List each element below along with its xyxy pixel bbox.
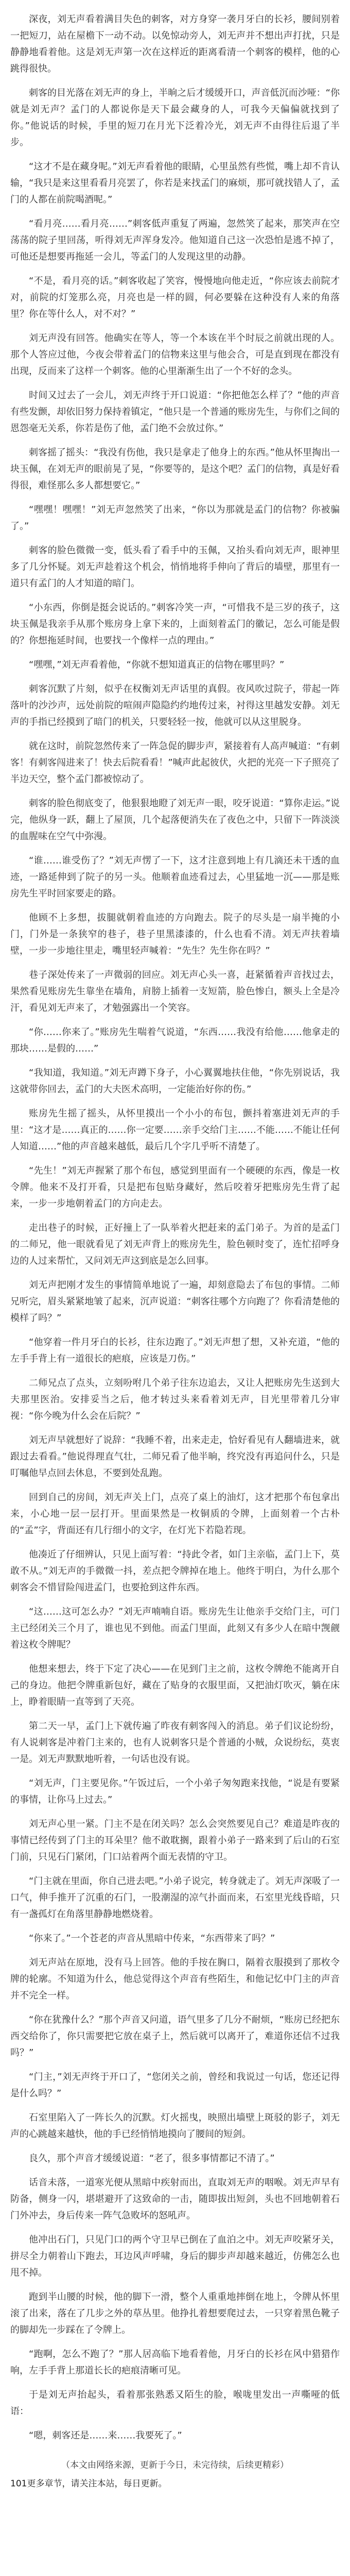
paragraph: 刘无声没有回答。他确实在等人，等一个本该在半个时辰之前就出现的人。那个人答应过他，今夜会带着孟门的信物来这里与他会合，可是直到现在都没有出现，反而来了这样一个刺客。他的心里渐渐生出了一个不好的念头。 [10, 333, 340, 377]
paragraph: 刘无声早就想好了说辞：“我睡不着，出来走走，恰好看见有人翻墙进来，就跟过去看看。”他说得理直气壮，二师兄看了他半晌，终究没有再追问什么，只是叮嘱他早点回去休息，不要到处乱跑。 [10, 1435, 340, 1479]
paragraph: “跑啊，怎么不跑了？”那人居高临下地看着他，月牙白的长衫在风中猎猎作响，左手手背上那道长长的疤痕清晰可见。 [10, 2349, 340, 2376]
paragraph: “你在犹豫什么？”那个声音又问道，语气里多了几分不耐烦，“账房已经把东西交给你了，你只需要把它放在桌子上，然后就可以离开了，难道你还信不过我吗？” [10, 2014, 340, 2058]
paragraph: 深夜，刘无声看着满目失色的刺客，对方身穿一袭月牙白的长衫，腰间别着一把短刀，站在屋檐下一动不动。以免惊动旁人，刘无声并不想出声打扰，只是静静地看着他。这是刘无声第一次在这样近的距离看清一个刺客的模样，他的心跳得很快。 [10, 14, 340, 74]
paragraph: “先生！”刘无声握紧了那个布包，感觉到里面有一个硬硬的东西，像是一枚令牌。他来不及打开看，只是把布包贴身藏好，然后咬着牙把账房先生背了起来，一步一步地朝着孟门的方向走去。 [10, 1165, 340, 1209]
paragraph: 刺客的脸色微微一变，低头看了看手中的玉佩，又抬头看向刘无声，眼神里多了几分怀疑。刘无声趁着这个机会，悄悄地将手伸向了背后的墙壁，那里有一道只有孟门的人才知道的暗门。 [10, 545, 340, 589]
paragraph: 二师兄点了点头，立刻吩咐几个弟子往东边追去，又让人把账房先生送到大夫那里医治。安排妥当之后，他才转过头来看着刘无声，目光里带着几分审视：“你今晚为什么会在后院？” [10, 1378, 340, 1421]
paragraph: “我知道，我知道。”刘无声蹲下身子，小心翼翼地扶住他，“你先别说话，我这就带你回去，孟门的大夫医术高明，一定能治好你的伤。” [10, 1067, 340, 1095]
paragraph: “这才不是在藏身呢。”刘无声看着他的眼睛，心里虽然有些慌，嘴上却不肯认输，“我只是来这里看看月亮罢了，你若是来找孟门的麻烦，那可就找错人了，孟门的人都在前院喝酒呢。” [10, 161, 340, 205]
paragraph: 于是刘无声抬起头，看着那张熟悉又陌生的脸，喉咙里发出一声嘶哑的低语： [10, 2389, 340, 2417]
paragraph: 他顾不上多想，拔腿就朝着血迹的方向跑去。院子的尽头是一扇半掩的小门，门外是一条狭窄的巷子，巷子里黑漆漆的，什么也看不清。刘无声扶着墙壁，一步一步地往里走，嘴里轻声喊着：“先生？先生你在吗？” [10, 912, 340, 956]
paragraph: 就在这时，前院忽然传来了一阵急促的脚步声，紧接着有人高声喊道：“有刺客！有刺客闯进来了！快去后院看看！”喊声此起彼伏，火把的光亮一下子照亮了半边天空，整个孟门都被惊动了。 [10, 741, 340, 785]
paragraph: 刘无声站在原地，没有马上回答。他的手按在胸口，隔着衣服摸到了那枚令牌的轮廓。不知道为什么，他总觉得这个声音有些陌生，和他记忆中门主的声音并不完全一样。 [10, 1957, 340, 2001]
paragraph: 刺客摇了摇头：“我没有伤他，我只是拿走了他身上的东西。”他从怀里掏出一块玉佩，在刘无声的眼前晃了晃，“你要等的，是这个吧？孟门的信物，真是好看得很，难怪那么多人都想要它。” [10, 447, 340, 491]
paragraph: “你……你来了。”账房先生喘着气说道，“东西……我没有给他……他拿走的那块……是假的……” [10, 1027, 340, 1054]
paragraph: 刺客的目光落在刘无声的身上，半晌之后才缓缓开口，声音低沉而沙哑：“你就是刘无声？孟门的人都说你是天下最会藏身的人，可我今天偏偏就找到了你。”他说话的时候，手里的短刀在月光下泛着冷光，刘无声不由得往后退了半步。 [10, 88, 340, 148]
paragraph: 良久，那个声音才缓缓说道：“老了，很多事情都记不清了。” [29, 2153, 275, 2164]
paragraph: “这……这可怎么办？”刘无声喃喃自语。账房先生让他亲手交给门主，可门主已经闭关三个月了，谁也见不到他。而孟门里面，此刻又有多少人在暗中觊觎着这枚令牌呢？ [10, 1606, 340, 1650]
paragraph: 刘无声心里一紧。门主不是在闭关吗？怎么会突然要见自己？难道是昨夜的事情已经传到了门主的耳朵里？他不敢耽搁，跟着小弟子一路来到了后山的石室门前，只见石门紧闭，门口站着两个面无表情的守卫。 [10, 1819, 340, 1862]
paragraph: 巷子深处传来了一声微弱的回应。刘无声心头一喜，赶紧循着声音找过去，果然看见账房先生靠坐在墙角，肩膀上插着一支短箭，脸色惨白，额头上全是冷汗，看见刘无声来了，才勉强露出一个笑容。 [10, 970, 340, 1013]
paragraph: “不是，看月亮的话。”刺客收起了笑容，慢慢地向他走近，“你应该去前院才对，前院的灯笼那么亮，月亮也是一样的圆，何必要躲在这种没有人来的角落里？你在等什么人，对不对？” [10, 276, 340, 319]
paragraph: “嘿嘿，”刘无声看着他，“你就不想知道真正的信物在哪里吗？” [29, 659, 285, 670]
paragraph: 刺客的脸色彻底变了，他狠狠地瞪了刘无声一眼，咬牙说道：“算你走运。”说完，他纵身一跃，翻上了屋顶，几个起落便消失在了夜色之中，只留下一阵淡淡的血腥味在空气中弥漫。 [10, 798, 340, 842]
paragraph: 他凑近了仔细辨认，只见上面写着：“持此令者，如门主亲临，孟门上下，莫敢不从。”刘无声的手微微一抖，差点把令牌掉在地上。他终于明白，为什么那个刺客会不惜冒险闯进孟门，也要抢到这件东西。 [10, 1549, 340, 1593]
paragraph: 话音未落，一道寒光便从黑暗中疾射而出，直取刘无声的咽喉。刘无声早有防备，侧身一闪，堪堪避开了这致命的一击，随即拔出短剑，头也不回地朝着石门外冲去，身后传来一阵气急败坏的怒吼声。 [10, 2177, 340, 2221]
paragraph: 刺客沉默了片刻，似乎在权衡刘无声话里的真假。夜风吹过院子，带起一阵落叶的沙沙声，远处前院的喧闹声隐隐约约地传过来，衬得这里越发安静。刘无声的手指已经摸到了暗门的机关，只要轻轻一按，他就可以从这里脱身。 [10, 684, 340, 727]
paragraph: 跑到半山腰的时候，他的脚下一滑，整个人重重地摔倒在地上，令牌从怀里滚了出来，落在了几步之外的草丛里。他挣扎着想要爬过去，一只穿着黑色靴子的脚却先一步踩在了令牌上。 [10, 2292, 340, 2335]
chapter-footer [10, 2458, 340, 2492]
paragraph: 刘无声把刚才发生的事情简单地说了一遍，却刻意隐去了布包的事情。二师兄听完，眉头紧紧地皱了起来，沉声说道：“刺客往哪个方向跑了？你看清楚他的模样了吗？” [10, 1280, 340, 1324]
paragraph: “嘿嘿！嘿嘿！”刘无声忽然笑了出来，“你以为那就是孟门的信物？你被骗了。” [10, 504, 340, 532]
paragraph: “谁……谁受伤了？”刘无声愣了一下，这才注意到地上有几滴还未干透的血迹，一路延伸到了院子的另一头。他顺着血迹看过去，心里猛地一沉——那是账房先生平时回家要走的路。 [10, 855, 340, 899]
paragraph: “你来了。”一个苍老的声音从黑暗中传来，“东西带来了吗？” [29, 1933, 275, 1944]
paragraph: 第二天一早，孟门上下就传遍了昨夜有刺客闯入的消息。弟子们议论纷纷，有人说刺客是冲着门主来的，也有人说刺客只是个普通的小贼，众说纷纭，莫衷一是。刘无声默默地听着，一句话也没有说。 [10, 1721, 340, 1765]
paragraph: “他穿着一件月牙白的长衫，往东边跑了。”刘无声想了想，又补充道，“他的左手手背上有一道很长的疤痕，应该是刀伤。” [10, 1337, 340, 1364]
paragraph: “嗯，刺客还是……来……我要死了。” [29, 2430, 182, 2441]
paragraph: 时间又过去了一会儿，刘无声终于开口说道：“你把他怎么样了？”他的声音有些发颤，却依旧努力保持着镇定，“他只是一个普通的账房先生，与你们之间的恩怨毫无关系，你若是伤了他，孟门绝不会放过你。” [10, 390, 340, 434]
paragraph: 账房先生摇了摇头，从怀里摸出一个小小的布包，颤抖着塞进刘无声的手里：“这才是……真正的……你一定要……亲手交给门主……不能……不能让任何人知道……”他的声音越来越低，最后几个字几乎听不清楚了。 [10, 1108, 340, 1152]
paragraph: “看月亮……看月亮……”刺客低声重复了两遍，忽然笑了起来，那笑声在空荡荡的院子里回荡，听得刘无声浑身发冷。他知道自己这一次恐怕是逃不掉了，可他还是想要再拖延一会儿，等孟门的人发现这里的动静。 [10, 218, 340, 262]
paragraph: “门主，”刘无声终于开口了，“您闭关之前，曾经和我说过一句话，您还记得是什么吗？” [10, 2072, 340, 2099]
paragraph: 他冲出石门，只见门口的两个守卫早已倒在了血泊之中。刘无声咬紧牙关，拼尽全力朝着山下跑去，耳边风声呼啸，身后的脚步声却越来越近，仿佛怎么也甩不掉。 [10, 2234, 340, 2278]
source-note: （本文由网络来源，更新于今日，未完待续，后续更精彩） [61, 2460, 289, 2470]
paragraph: 他想来想去，终于下定了决心——在见到门主之前，这枚令牌绝不能离开自己的身边。他把令牌重新包好，藏在了贴身的衣服里面，又把油灯吹灭，躺在床上，睁着眼睛一直等到了天亮。 [10, 1664, 340, 1707]
paragraph: 走出巷子的时候，正好撞上了一队举着火把赶来的孟门弟子。为首的是孟门的二师兄，他一眼就看见了刘无声背上的账房先生，脸色顿时变了，连忙招呼身边的人过来帮忙，又问刘无声这到底是怎么回事。 [10, 1223, 340, 1266]
chapter-content [10, 11, 340, 2444]
paragraph: 回到自己的房间，刘无声关上门，点亮了桌上的油灯，这才把那个布包拿出来，小心地一层一层打开。里面果然是一枚铜质的令牌，上面刻着一个古朴的“孟”字，背面还有几行细小的文字，在灯光下若隐若现。 [10, 1492, 340, 1536]
paragraph: 石室里陷入了一阵长久的沉默。灯火摇曳，映照出墙壁上斑驳的影子，刘无声的心跳越来越快，他的手已经悄悄地摸向了腰间的短剑。 [10, 2112, 340, 2140]
paragraph: “门主就在里面，你自己进去吧。”小弟子说完，转身就走了。刘无声深吸了一口气，伸手推开了沉重的石门，一股潮湿的凉气扑面而来，石室里光线昏暗，只有一盏孤灯在角落里静静地燃烧着。 [10, 1876, 340, 1920]
paragraph: “小东西，你倒是挺会说话的。”刺客冷笑一声，“可惜我不是三岁的孩子，这块玉佩是我亲手从那个账房身上拿下来的，上面刻着孟门的徽记，怎么可能是假的？你想拖延时间，也要找一个像样一点的理由。” [10, 602, 340, 646]
paragraph: “刘无声，门主要见你。”午饭过后，一个小弟子匆匆跑来找他，“说是有要紧的事情，让你马上过去。” [10, 1778, 340, 1805]
more-chapters-link[interactable]: 101更多章节，请关注本站，每日更新。 [10, 2479, 167, 2489]
